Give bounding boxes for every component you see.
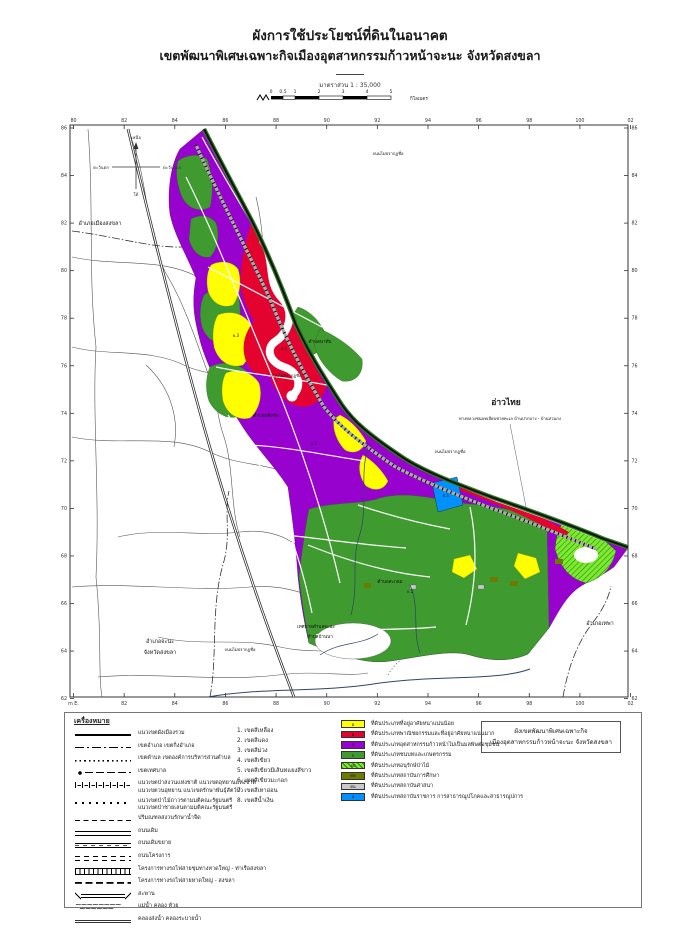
legend-color-item <box>341 793 551 801</box>
legend-line-item <box>75 815 305 825</box>
legend-zone-numbers <box>237 728 337 808</box>
grid-label: 88 <box>273 119 280 124</box>
grid-label: 80 <box>631 269 638 275</box>
legend-color-label: ที่ดินประเภทสถาบันการศึกษา <box>371 772 440 779</box>
map-label: อำเภอเทพา <box>586 621 614 627</box>
legend-color-label: ที่ดินประเภทอนุรักษ์ป่าไม้ <box>371 762 430 769</box>
legend-panel <box>64 712 642 922</box>
grid-label: 82 <box>121 702 128 707</box>
grid-label: 84 <box>171 702 178 707</box>
legend-line-label: โครงการทางรถไฟสายชุมทางหาดใหญ่ - ท่าเรือสงขลา <box>138 865 267 872</box>
grid-label: 84 <box>171 119 178 124</box>
legend-color-swatch: พ <box>341 731 365 739</box>
landuse-map <box>58 115 638 713</box>
grid-label: 96 <box>475 702 482 707</box>
legend-line-symbol-icon <box>75 780 131 790</box>
grid-label: 92 <box>374 702 381 707</box>
grid-label: 70 <box>60 506 67 512</box>
legend-line-item <box>75 853 305 863</box>
grid-label: 86 <box>631 126 638 132</box>
legend-line-item <box>75 840 305 850</box>
grid-label: 80 <box>70 119 77 124</box>
legend-color-label: ที่ดินประเภทอุตสาหกรรมก้าวหน้าไม่เป็นมลพิษต่อชุมชน <box>371 741 500 748</box>
map-label: ทางหลวงชนบทเลียบชายทะเล บ้านปากบาง - บ้านสวนกง <box>459 416 561 421</box>
legend-line-symbol-icon <box>75 815 131 825</box>
legend-color-swatch: ศษ <box>341 772 365 780</box>
legend-zone-number: 7. เขตสีเทาอ่อน <box>237 787 278 794</box>
legend-color-swatch: ย <box>341 720 365 728</box>
map-label: ถนนไม่ปรากฏชื่อ <box>372 151 404 156</box>
legend-line-label: เขตเทศบาล <box>138 767 167 774</box>
map-label: ถนนไม่ปรากฏชื่อ <box>434 449 466 454</box>
grid-label: 78 <box>60 316 67 322</box>
legend-line-symbol-icon <box>75 903 131 913</box>
legend-color-swatch: อ <box>341 741 365 749</box>
map-label: ถนนไม่ปรากฏชื่อ <box>224 647 256 652</box>
legend-line-symbol-icon <box>75 730 131 740</box>
legend-color-swatch: ส <box>341 793 365 801</box>
map-label: ย.3 <box>232 333 240 338</box>
legend-line-label: แนวเขตผังเมืองรวม <box>138 730 185 736</box>
grid-label: 76 <box>631 364 638 370</box>
grid-label: 78 <box>631 316 638 322</box>
legend-color-item <box>341 772 551 780</box>
legend-line-symbol-icon <box>75 866 131 876</box>
compass-south-label: ใต้ <box>133 193 139 198</box>
grid-label: 94 <box>424 119 432 124</box>
grid-label: 72 <box>631 459 638 465</box>
grid-label: 64 <box>631 649 638 655</box>
grid-label: 70 <box>631 506 638 512</box>
plan-name-box <box>481 721 621 753</box>
grid-label: 62 <box>631 697 638 703</box>
legend-line-label: สะพาน <box>138 890 155 897</box>
legend-line-item <box>75 903 305 913</box>
map-label: อำเภอจะนะ <box>145 639 175 645</box>
legend-zone-number: 2. เขตสีแดง <box>237 737 268 744</box>
grid-label: 72 <box>60 459 67 465</box>
legend-line-item <box>75 828 305 838</box>
grid-label: 84 <box>60 174 67 180</box>
legend-zone-number: 8. เขตสีน้ำเงิน <box>237 797 274 804</box>
grid-label: 76 <box>60 364 67 370</box>
scale-tick: 3 <box>341 90 345 95</box>
legend-title: เครื่องหมาย <box>74 717 110 725</box>
scale-unit: กิโลเมตร <box>410 97 428 102</box>
grid-label: 82 <box>60 221 67 227</box>
grid-label: 82 <box>631 221 638 227</box>
legend-line-label: ถนนเดิมขยาย <box>138 840 172 847</box>
legend-color-label: ที่ดินประเภทชนบทและเกษตรกรรม <box>371 752 452 759</box>
legend-line-label: เขตตำบล เขตองค์การบริหารส่วนตำบล <box>138 755 231 762</box>
map-label: ตำบลตลิ่งชัน <box>253 414 279 419</box>
grid-label: m E. <box>68 702 79 707</box>
grid-label: 80 <box>60 269 67 275</box>
scale-segments <box>271 96 391 99</box>
legend-line-label: ปริมณฑลสงวนรักษาน้ำจืด <box>138 815 201 822</box>
map-label: อำเภอเมืองสงขลา <box>78 221 122 227</box>
map-label: ก.1 <box>406 589 414 594</box>
legend-line-item <box>75 866 305 876</box>
grid-label: 02 <box>627 119 634 124</box>
scale-zigzag <box>257 95 269 100</box>
legend-line-item <box>75 891 305 901</box>
legend-line-symbol-icon <box>75 743 131 753</box>
legend-line-symbol-icon <box>75 768 131 778</box>
legend-line-label: แนวเขตป่าสงวนแห่งชาติ แนวเขตอุทยานแห่งชาติ แนวเขตวนอุทยาน แนวเขตรักษาพันธุ์สัตว์ป่า <box>138 780 256 794</box>
legend-color-swatch: ก <box>341 751 365 759</box>
legend-line-symbol-icon <box>75 916 131 926</box>
grid-label: 90 <box>323 702 330 707</box>
legend-color-swatch: อป <box>341 762 365 770</box>
scale-tick: 5 <box>389 90 393 95</box>
scale-tick: 0 <box>269 90 273 95</box>
legend-color-label: ที่ดินประเภทพาณิชยกรรมและที่อยู่อาศัยหนาแน่นมาก <box>371 731 495 738</box>
legend-line-symbol-icon <box>75 755 131 765</box>
scale-tick: 4 <box>365 90 369 95</box>
grid-label: 74 <box>631 411 638 417</box>
legend-zone-number: 5. เขตสีเขียวมีเส้นทแยงสีขาว <box>237 767 312 774</box>
map-label: ตำบลบ้านนา <box>307 635 333 640</box>
legend-color-label: ที่ดินประเภทสถาบันราชการ การสาธารณูปโภคและสาธารณูปการ <box>371 793 524 800</box>
legend-zone-number: 6. เขตสีเขียวมะกอก <box>237 777 288 784</box>
grid-label: 82 <box>121 119 128 124</box>
map-label: จังหวัดสงขลา <box>143 650 177 656</box>
legend-color-label: ที่ดินประเภทสถาบันศาสนา <box>371 783 434 790</box>
legend-color-item <box>341 762 551 770</box>
grid-label: 98 <box>526 119 533 124</box>
grid-label: 66 <box>60 602 67 607</box>
grid-label: 86 <box>222 119 229 124</box>
legend-zone-number: 1. เขตสีเหลือง <box>237 728 274 734</box>
legend-line-label: ถนนเดิม <box>138 827 158 834</box>
legend-line-symbol-icon <box>75 878 131 888</box>
map-label: ตำบลนาทับ <box>308 340 332 345</box>
compass-west-label: ตะวันตก <box>93 166 109 171</box>
page-subtitle: เขตพัฒนาพิเศษเฉพาะกิจเมืองอุตสาหกรรมก้าวหน้าจะนะ จังหวัดสงขลา <box>159 48 541 63</box>
grid-label: 74 <box>60 411 67 417</box>
grid-label: 88 <box>273 702 280 707</box>
grid-label: 64 <box>60 649 67 655</box>
scale-label: มาตราส่วน 1 : 35,000 <box>319 82 381 89</box>
legend-line-label: ถนนโครงการ <box>138 853 171 860</box>
grid-label: 62 <box>60 697 67 703</box>
grid-label: 86 <box>60 126 67 132</box>
legend-color-label: ที่ดินประเภทที่อยู่อาศัยหนาแน่นน้อย <box>371 721 454 727</box>
title-divider <box>336 74 364 75</box>
plan-name-line1: ผังเขตพัฒนาพิเศษเฉพาะกิจ <box>514 728 588 735</box>
grid-label: 66 <box>631 602 638 607</box>
grid-label: 90 <box>323 119 330 124</box>
legend-line-label: โครงการทางรถไฟสายหาดใหญ่ - สงขลา <box>138 878 235 885</box>
map-label: ส.1 <box>442 493 450 498</box>
legend-line-label: คลองส่งน้ำ คลองระบายน้ำ <box>138 916 202 922</box>
page-title: ผังการใช้ประโยชน์ที่ดินในอนาคต <box>252 28 448 44</box>
plan-name-line2: เมืองอุตสาหกรรมก้าวหน้าจะนะ จังหวัดสงขลา <box>490 738 612 746</box>
compass-north-label: เหนือ <box>131 136 141 141</box>
map-label: อ่าวไทย <box>491 398 521 408</box>
grid-label: 94 <box>424 702 432 707</box>
scale-bar <box>255 87 445 105</box>
legend-line-symbol-icon <box>75 798 131 808</box>
compass-east-label: ตะวันออก <box>163 166 182 171</box>
map-label: ถนนไม่ปรากฏชื่อ <box>270 373 302 378</box>
grid-label: 84 <box>631 174 638 180</box>
legend-line-symbol-icon <box>75 853 131 863</box>
legend-line-item <box>75 916 305 926</box>
legend-line-symbol-icon <box>75 891 131 901</box>
map-label: อ.2 <box>310 441 318 446</box>
legend-line-label: แนวเขตป่าไม้ถาวรตามมติคณะรัฐมนตรี แนวเขตป่าชายเลนตามมติคณะรัฐมนตรี <box>138 797 233 812</box>
grid-label: 96 <box>475 119 482 124</box>
grid-label: 92 <box>374 119 381 124</box>
grid-label: 86 <box>222 702 229 707</box>
scale-tick: 1 <box>293 90 297 95</box>
map-label: พ.1 <box>280 346 288 351</box>
legend-line-symbol-icon <box>75 828 131 838</box>
legend-color-swatch: ศน <box>341 783 365 791</box>
map-label: เทศบาลตำบลจะนะ <box>297 625 335 630</box>
grid-label: 68 <box>60 554 67 560</box>
map-label: ตำบลสะกอม <box>377 580 403 585</box>
legend-line-item <box>75 878 305 888</box>
grid-label: 02 <box>627 702 634 707</box>
grid-label: 68 <box>631 554 638 560</box>
legend-zone-number: 3. เขตสีม่วง <box>237 747 268 754</box>
legend-line-symbol-icon <box>75 840 131 850</box>
legend-zone-number: 4. เขตสีเขียว <box>237 757 271 764</box>
scale-tick: 2 <box>317 90 321 95</box>
legend-color-item <box>341 782 551 790</box>
scale-tick: 0.5 <box>279 90 287 95</box>
grid-label: 100 <box>575 702 585 707</box>
grid-label: 100 <box>575 119 585 124</box>
legend-line-label: เขตอำเภอ เขตกิ่งอำเภอ <box>138 742 195 749</box>
legend-line-label: แม่น้ำ คลอง ห้วย <box>138 903 179 910</box>
grid-label: 98 <box>526 702 533 707</box>
